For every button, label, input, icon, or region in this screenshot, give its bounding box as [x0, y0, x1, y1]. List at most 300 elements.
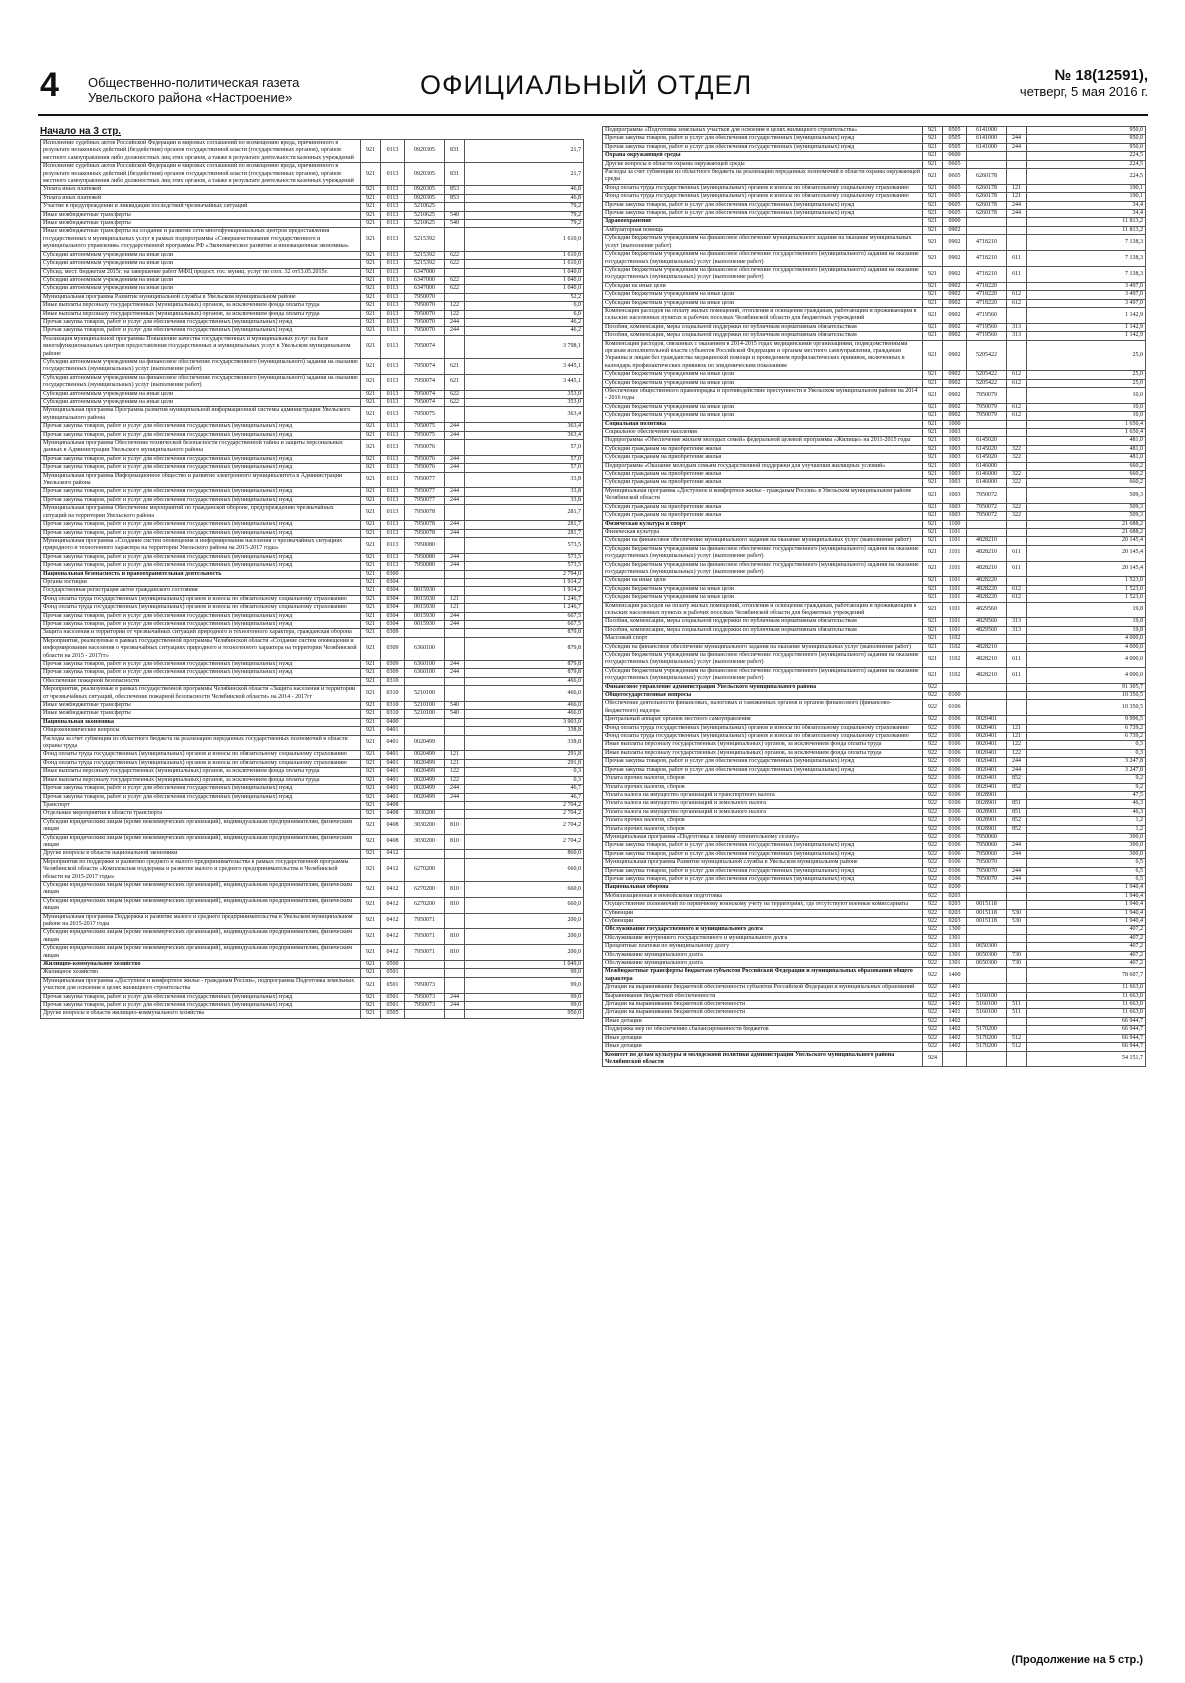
row-section-code: 0505 — [381, 1010, 405, 1018]
row-gov-code: 921 — [361, 793, 381, 801]
row-expense-type — [445, 203, 465, 211]
row-name: Подпрограмма «Подготовка земельных участков для освоения в целях жилищного строительства» — [603, 127, 923, 135]
row-target-code: 6360100 — [405, 669, 445, 677]
row-name: Прочая закупка товаров, работ и услуг для обеспечения государственных (муниципальных) нужд — [603, 850, 923, 858]
row-name: Субсидии на иные цели — [603, 282, 923, 290]
row-name: Жилищно-коммунальное хозяйство — [41, 961, 361, 969]
table-row — [41, 228, 584, 251]
row-target-code: 4829560 — [967, 602, 1007, 618]
row-name: Субсидии автономным учреждениям на иные цели — [41, 399, 361, 407]
row-gov-code: 921 — [361, 718, 381, 726]
row-target-code: 0028901 — [967, 800, 1007, 808]
row-amount: 509,3 — [1027, 503, 1146, 511]
row-target-code — [405, 570, 445, 578]
table-row — [603, 528, 1146, 536]
row-section-code: 0113 — [381, 276, 405, 284]
row-section-code: 1301 — [943, 934, 967, 942]
row-section-code: 0310 — [381, 710, 405, 718]
row-name: Субсидии автономным учреждениям на финансовое обеспечение государственного (муниципального) задания на оказание государственных (муниципальных) услуг (выполнение работ) — [41, 358, 361, 374]
row-target-code — [967, 1051, 1007, 1067]
row-target-code: 0015118 — [967, 918, 1007, 926]
table-row — [41, 977, 584, 993]
row-name: Обслуживание внутреннего государственного и муниципального долга — [603, 934, 923, 942]
row-section-code: 0902 — [943, 251, 967, 267]
row-amount: 99,0 — [465, 1002, 584, 1010]
row-section-code: 0304 — [381, 595, 405, 603]
row-target-code: 7950070 — [967, 867, 1007, 875]
row-amount: 46,7 — [465, 785, 584, 793]
row-section-code: 0412 — [381, 945, 405, 961]
row-amount: 1 142,9 — [1027, 332, 1146, 340]
row-expense-type — [1007, 437, 1027, 445]
row-gov-code: 921 — [361, 211, 381, 219]
table-row — [41, 818, 584, 834]
row-expense-type — [1007, 884, 1027, 892]
header-rule — [38, 114, 1148, 116]
row-expense-type: 621 — [445, 374, 465, 390]
row-section-code: 0106 — [943, 817, 967, 825]
row-amount: 99,0 — [465, 969, 584, 977]
row-amount: 1,2 — [1027, 825, 1146, 833]
row-name: Другие вопросы в области охраны окружающей среды — [603, 160, 923, 168]
row-gov-code: 921 — [923, 667, 943, 683]
table-row — [603, 193, 1146, 201]
row-amount: 66 944,7 — [1027, 1034, 1146, 1042]
row-target-code: 7950073 — [405, 993, 445, 1001]
row-section-code: 0304 — [381, 620, 405, 628]
row-expense-type: 121 — [445, 595, 465, 603]
row-name: Выравнивание бюджетной обеспеченности — [603, 992, 923, 1000]
row-amount: 224,5 — [1027, 169, 1146, 185]
row-section-code: 0113 — [381, 440, 405, 456]
table-row — [603, 817, 1146, 825]
row-section-code: 0605 — [943, 160, 967, 168]
row-amount: 466,0 — [465, 686, 584, 702]
table-row — [603, 842, 1146, 850]
table-row — [603, 160, 1146, 168]
row-target-code: 4718220 — [967, 282, 1007, 290]
row-expense-type: 611 — [1007, 561, 1027, 577]
row-expense-type — [1007, 984, 1027, 992]
row-section-code: 0902 — [943, 299, 967, 307]
table-row — [41, 302, 584, 310]
row-name: Исполнение судебных актов Российской Федерации и мировых соглашений по возмещению вреда, причиненного в результате незаконных действий (бездействия) органов государственной власти (государственных органов), органов местного самоуправления либо должностных лиц этих органов, а также в результате деятельности казенных учреждений — [41, 140, 361, 163]
row-amount: 46,3 — [1027, 800, 1146, 808]
row-section-code: 0106 — [943, 842, 967, 850]
row-expense-type: 831 — [445, 163, 465, 186]
row-amount: 91 305,7 — [1027, 683, 1146, 691]
row-name: Субсидии на иные цели — [603, 577, 923, 585]
row-section-code: 0401 — [381, 776, 405, 784]
table-row — [603, 1034, 1146, 1042]
row-expense-type: 322 — [1007, 454, 1027, 462]
row-target-code — [967, 429, 1007, 437]
row-target-code: 0920305 — [405, 186, 445, 194]
row-amount: 1 523,0 — [1027, 585, 1146, 593]
row-gov-code: 921 — [361, 637, 381, 660]
row-target-code: 7950074 — [405, 358, 445, 374]
row-section-code: 0605 — [943, 210, 967, 218]
row-expense-type: 852 — [1007, 775, 1027, 783]
row-amount: 46,2 — [465, 318, 584, 326]
row-amount: 21,7 — [465, 163, 584, 186]
row-gov-code: 921 — [923, 643, 943, 651]
row-amount: 19,8 — [1027, 602, 1146, 618]
table-row — [41, 260, 584, 268]
row-gov-code: 922 — [923, 817, 943, 825]
row-target-code: 0015930 — [405, 595, 445, 603]
table-row — [41, 751, 584, 759]
row-gov-code: 921 — [923, 594, 943, 602]
row-amount: 11 663,0 — [1027, 1009, 1146, 1017]
row-section-code: 1101 — [943, 602, 967, 618]
row-expense-type: 122 — [1007, 749, 1027, 757]
row-amount: 1 940,4 — [1027, 909, 1146, 917]
row-gov-code: 921 — [361, 768, 381, 776]
row-name: Прочая закупка товаров, работ и услуг для обеспечения государственных (муниципальных) нужд — [41, 464, 361, 472]
row-section-code: 0505 — [943, 127, 967, 135]
row-amount: 667,5 — [465, 620, 584, 628]
row-gov-code: 921 — [923, 577, 943, 585]
table-row — [603, 1009, 1146, 1017]
row-amount: 3 247,8 — [1027, 766, 1146, 774]
row-gov-code: 922 — [923, 808, 943, 816]
table-row — [603, 152, 1146, 160]
row-expense-type: 540 — [445, 710, 465, 718]
row-gov-code: 921 — [923, 520, 943, 528]
row-gov-code: 921 — [923, 437, 943, 445]
row-gov-code: 921 — [361, 578, 381, 586]
row-amount: 34,4 — [1027, 201, 1146, 209]
newspaper-name-line2: Увельского района «Настроение» — [88, 90, 293, 105]
newspaper-name — [88, 75, 299, 105]
row-expense-type — [1007, 791, 1027, 799]
row-name: Расходы за счет субвенции из областного бюджета на реализацию переданных полномочий в области охраны окружающей среды — [603, 169, 923, 185]
row-name: Прочая закупка товаров, работ и услуг для обеспечения государственных (муниципальных) нужд — [41, 612, 361, 620]
row-target-code: 0020499 — [405, 793, 445, 801]
row-name: Пособия, компенсации, меры социальной поддержки по публичным нормативным обязательствам — [603, 626, 923, 634]
row-target-code: 0650300 — [967, 943, 1007, 951]
row-name: Прочая закупка товаров, работ и услуг для обеспечения государственных (муниципальных) нужд — [41, 553, 361, 561]
row-expense-type: 244 — [445, 496, 465, 504]
row-name: Прочая закупка товаров, работ и услуг для обеспечения государственных (муниципальных) нужд — [41, 521, 361, 529]
row-gov-code: 921 — [361, 562, 381, 570]
row-section-code: 0113 — [381, 472, 405, 488]
row-section-code: 0113 — [381, 423, 405, 431]
row-amount: 1 914,2 — [465, 587, 584, 595]
row-section-code: 0501 — [381, 993, 405, 1001]
table-row — [41, 268, 584, 276]
row-gov-code: 921 — [361, 977, 381, 993]
row-amount: 6 739,2 — [1027, 733, 1146, 741]
row-name: Прочая закупка товаров, работ и услуг для обеспечения государственных (муниципальных) нужд — [41, 669, 361, 677]
table-row — [603, 266, 1146, 282]
row-target-code: 5170200 — [967, 1034, 1007, 1042]
row-name: Субсидии бюджетным учреждениям на финансовое обеспечение государственного (муниципального) задания на оказание государственных (муниципальных) услуг (выполнение работ) — [603, 545, 923, 561]
row-expense-type: 121 — [445, 751, 465, 759]
row-section-code: 1401 — [943, 992, 967, 1000]
row-amount: 9 996,5 — [1027, 716, 1146, 724]
row-section-code: 1102 — [943, 643, 967, 651]
row-gov-code: 922 — [923, 733, 943, 741]
row-gov-code: 922 — [923, 867, 943, 875]
row-amount: 10,0 — [1027, 388, 1146, 404]
table-row — [41, 913, 584, 929]
row-section-code: 0106 — [943, 749, 967, 757]
row-target-code: 0020499 — [405, 776, 445, 784]
row-target-code: 0920305 — [405, 194, 445, 202]
table-row — [603, 892, 1146, 900]
row-name: Прочая закупка товаров, работ и услуг для обеспечения государственных (муниципальных) нужд — [41, 529, 361, 537]
row-gov-code: 921 — [923, 371, 943, 379]
row-name: Амбулаторная помощь — [603, 226, 923, 234]
row-amount: 10 350,5 — [1027, 692, 1146, 700]
row-expense-type: 313 — [1007, 323, 1027, 331]
row-name: Обеспечение пожарной безопасности — [41, 677, 361, 685]
row-name: Уплата налога на имущество организаций и земельного налога — [603, 800, 923, 808]
row-target-code: 0015930 — [405, 587, 445, 595]
row-gov-code: 922 — [923, 692, 943, 700]
row-target-code: 7950080 — [405, 537, 445, 553]
table-row — [603, 992, 1146, 1000]
row-name: Межбюджетные трансферты бюджетам субъектов Российской Федерации и муниципальных образований общего характера — [603, 968, 923, 984]
table-row — [41, 310, 584, 318]
row-section-code: 0501 — [381, 969, 405, 977]
table-row — [41, 140, 584, 163]
budget-table-left — [40, 139, 584, 1019]
row-gov-code: 921 — [361, 374, 381, 390]
row-expense-type: 831 — [445, 140, 465, 163]
row-amount: 281,7 — [465, 505, 584, 521]
row-section-code: 0113 — [381, 496, 405, 504]
row-gov-code: 921 — [361, 913, 381, 929]
table-row — [603, 626, 1146, 634]
row-gov-code: 921 — [923, 193, 943, 201]
row-expense-type — [445, 735, 465, 751]
row-gov-code: 921 — [361, 834, 381, 850]
row-name: Субсидии гражданам на приобретение жилья — [603, 503, 923, 511]
row-section-code: 0408 — [381, 810, 405, 818]
row-section-code: 1300 — [943, 926, 967, 934]
row-target-code: 0020401 — [967, 724, 1007, 732]
row-target-code: 7950074 — [405, 374, 445, 390]
row-section-code: 0412 — [381, 913, 405, 929]
row-amount: 466,0 — [465, 710, 584, 718]
row-section-code: 0113 — [381, 521, 405, 529]
row-expense-type: 612 — [1007, 594, 1027, 602]
row-expense-type: 244 — [445, 553, 465, 561]
row-gov-code: 921 — [361, 276, 381, 284]
row-target-code: 7950071 — [405, 945, 445, 961]
row-expense-type — [1007, 859, 1027, 867]
row-target-code — [405, 677, 445, 685]
row-expense-type — [1007, 1051, 1027, 1067]
row-amount: 0,3 — [1027, 741, 1146, 749]
row-name: Дотации на выравнивание бюджетной обеспеченности — [603, 1009, 923, 1017]
row-expense-type — [1007, 602, 1027, 618]
page-header — [38, 68, 1148, 112]
row-expense-type: 244 — [445, 488, 465, 496]
table-row — [41, 423, 584, 431]
row-expense-type — [445, 537, 465, 553]
row-amount: 3 497,0 — [1027, 299, 1146, 307]
table-row — [603, 766, 1146, 774]
row-section-code: 0408 — [381, 834, 405, 850]
row-expense-type: 244 — [445, 562, 465, 570]
row-target-code: 5215392 — [405, 228, 445, 251]
row-section-code: 0113 — [381, 318, 405, 326]
row-expense-type — [1007, 716, 1027, 724]
row-target-code: 4718210 — [967, 266, 1007, 282]
row-target-code: 7950073 — [405, 977, 445, 993]
row-name: Муниципальная программа Обеспечение мероприятий по гражданской обороне, предупреждению чрезвычайных ситуаций на территории Увельского района — [41, 505, 361, 521]
row-name: Иные выплаты персоналу государственных (муниципальных) органов, за исключением фонда оплаты труда — [41, 768, 361, 776]
row-amount: 1 246,7 — [465, 604, 584, 612]
table-row — [41, 629, 584, 637]
row-name: Комитет по делам культуры и молодежной политики администрации Увельского муниципального района Челябинской области — [603, 1051, 923, 1067]
row-amount: 66 944,7 — [1027, 1026, 1146, 1034]
row-amount: 1 142,9 — [1027, 307, 1146, 323]
row-target-code: 0028901 — [967, 808, 1007, 816]
row-section-code: 0200 — [943, 884, 967, 892]
row-amount: 57,0 — [465, 440, 584, 456]
table-row — [41, 285, 584, 293]
row-target-code: 4828220 — [967, 594, 1007, 602]
row-expense-type: 244 — [1007, 842, 1027, 850]
row-section-code: 0304 — [381, 612, 405, 620]
row-expense-type: 121 — [1007, 193, 1027, 201]
row-name: Субсидии бюджетным учреждениям на иные цели — [603, 379, 923, 387]
row-gov-code: 921 — [361, 390, 381, 398]
row-target-code — [405, 578, 445, 586]
row-name: Социальная политика — [603, 420, 923, 428]
table-row — [603, 379, 1146, 387]
row-section-code: 1101 — [943, 626, 967, 634]
row-expense-type: 322 — [1007, 479, 1027, 487]
row-name: Процентные платежи по муниципальному долгу — [603, 943, 923, 951]
row-target-code: 6270200 — [405, 881, 445, 897]
row-amount: 879,8 — [465, 669, 584, 677]
row-amount: 281,7 — [465, 529, 584, 537]
row-amount: 10 350,5 — [1027, 700, 1146, 716]
table-row — [41, 587, 584, 595]
row-name: Прочая закупка товаров, работ и услуг для обеспечения государственных (муниципальных) нужд — [41, 496, 361, 504]
row-gov-code: 921 — [923, 512, 943, 520]
row-amount: 46,8 — [465, 186, 584, 194]
table-row — [603, 875, 1146, 883]
row-amount: 20 145,4 — [1027, 545, 1146, 561]
row-target-code — [967, 420, 1007, 428]
row-name: Субвенции — [603, 909, 923, 917]
row-target-code: 4719560 — [967, 323, 1007, 331]
row-name: Иные дотации — [603, 1043, 923, 1051]
row-target-code: 7950072 — [967, 503, 1007, 511]
table-row — [603, 800, 1146, 808]
table-row — [41, 785, 584, 793]
row-section-code: 0106 — [943, 808, 967, 816]
row-section-code: 1101 — [943, 545, 967, 561]
row-target-code: 4719560 — [967, 307, 1007, 323]
table-row — [41, 276, 584, 284]
row-section-code: 0106 — [943, 716, 967, 724]
row-expense-type: 244 — [445, 327, 465, 335]
row-amount: 509,3 — [1027, 487, 1146, 503]
row-name: Иные межбюджетные трансферты — [41, 220, 361, 228]
row-expense-type: 122 — [445, 768, 465, 776]
row-section-code: 0309 — [381, 661, 405, 669]
row-amount: 407,2 — [1027, 943, 1146, 951]
row-name: Субсидии на финансовое обеспечение муниципального задания на оказание муниципальных услуг (выполнение работ) — [603, 537, 923, 545]
row-expense-type: 121 — [445, 604, 465, 612]
row-expense-type — [1007, 420, 1027, 428]
row-gov-code: 921 — [361, 488, 381, 496]
row-name: Физическая культура и спорт — [603, 520, 923, 528]
row-gov-code: 921 — [361, 945, 381, 961]
row-section-code: 1101 — [943, 561, 967, 577]
row-gov-code: 921 — [361, 440, 381, 456]
row-section-code: 1003 — [943, 429, 967, 437]
table-row — [41, 407, 584, 423]
row-expense-type — [445, 472, 465, 488]
row-expense-type: 122 — [445, 776, 465, 784]
row-amount: 6,5 — [1027, 867, 1146, 875]
table-row — [41, 440, 584, 456]
row-expense-type: 313 — [1007, 618, 1027, 626]
row-target-code: 0020401 — [967, 741, 1007, 749]
row-target-code: 7950076 — [405, 440, 445, 456]
section-title: ОФИЦИАЛЬНЫЙ ОТДЕЛ — [420, 70, 753, 100]
row-gov-code: 921 — [361, 969, 381, 977]
row-name: Фонд оплаты труда государственных (муниципальных) органов и взносы по обязательному социальному страхованию — [603, 184, 923, 192]
row-amount: 6,5 — [1027, 875, 1146, 883]
row-gov-code: 921 — [923, 454, 943, 462]
row-gov-code: 921 — [361, 260, 381, 268]
row-name: Прочая закупка товаров, работ и услуг для обеспечения государственных (муниципальных) нужд — [603, 842, 923, 850]
row-gov-code: 921 — [361, 496, 381, 504]
row-target-code: 6347000 — [405, 268, 445, 276]
row-name: Защита населения и территории от чрезвычайных ситуаций природного и техногенного характера, гражданская оборона — [41, 629, 361, 637]
row-amount: 33,8 — [465, 496, 584, 504]
table-row — [41, 768, 584, 776]
table-row — [603, 462, 1146, 470]
row-expense-type — [1007, 462, 1027, 470]
row-section-code: 0902 — [943, 307, 967, 323]
row-name: Государственная регистрация актов гражданского состояния — [41, 587, 361, 595]
row-section-code: 0113 — [381, 537, 405, 553]
table-row — [603, 127, 1146, 135]
row-target-code: 4828210 — [967, 561, 1007, 577]
table-row — [603, 577, 1146, 585]
row-amount: 6,0 — [465, 310, 584, 318]
row-target-code: 3030200 — [405, 834, 445, 850]
row-name: Прочая закупка товаров, работ и услуг для обеспечения государственных (муниципальных) нужд — [41, 562, 361, 570]
row-section-code: 0400 — [381, 718, 405, 726]
row-target-code: 6270200 — [405, 897, 445, 913]
row-section-code: 1000 — [943, 420, 967, 428]
row-name: Реализация муниципальной программы Повышение качества государственных и муниципальных услуг на базе многофункциональных центров предоставления государственных и муниципальных услуг в Увельском муниципальном районе — [41, 335, 361, 358]
row-section-code: 0902 — [943, 371, 967, 379]
row-amount: 25,0 — [1027, 379, 1146, 387]
row-gov-code: 921 — [923, 412, 943, 420]
row-section-code: 1101 — [943, 537, 967, 545]
row-section-code: 0408 — [381, 801, 405, 809]
row-gov-code: 921 — [361, 735, 381, 751]
row-gov-code: 921 — [923, 479, 943, 487]
row-gov-code: 921 — [361, 140, 381, 163]
row-name: Субсидии бюджетным учреждениям на финансовое обеспечение государственного (муниципального) задания на оказание государственных (муниципальных) услуг (выполнение работ) — [603, 251, 923, 267]
row-section-code: 1102 — [943, 652, 967, 668]
row-gov-code: 921 — [923, 602, 943, 618]
